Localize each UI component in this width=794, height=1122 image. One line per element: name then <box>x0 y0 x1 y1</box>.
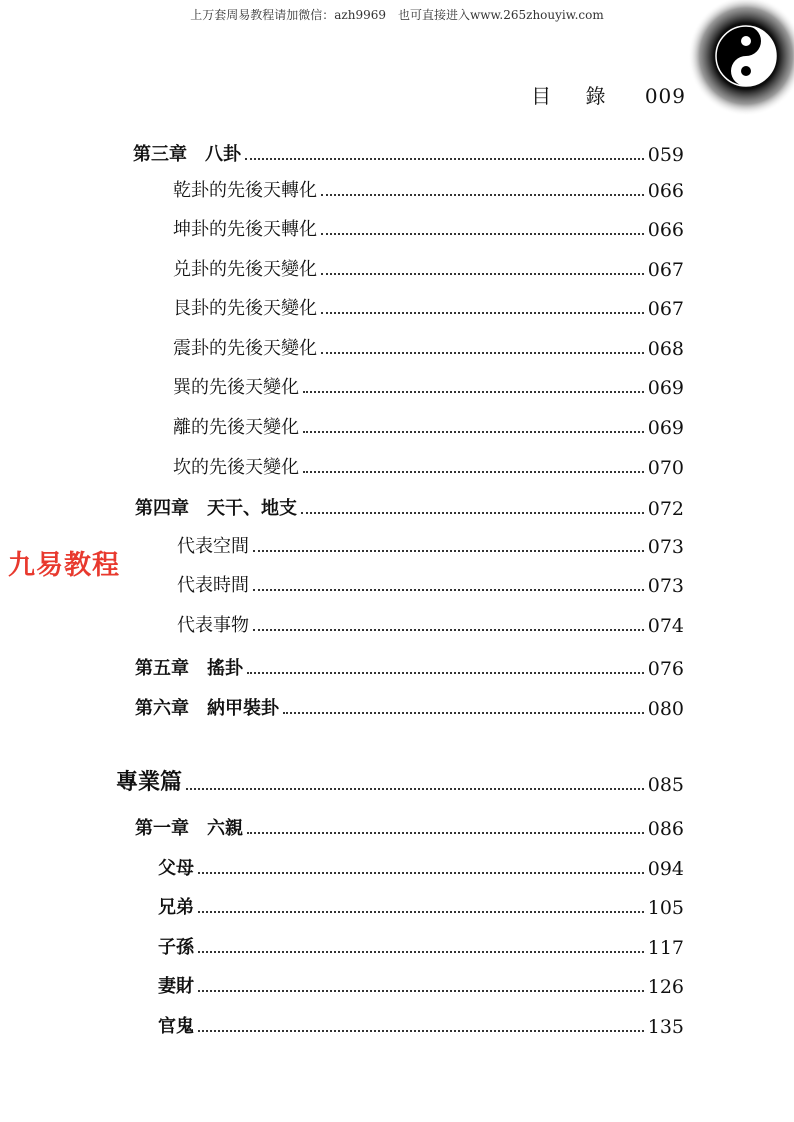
toc-entry[interactable] <box>173 211 684 241</box>
dot-leader <box>247 672 644 674</box>
toc-entry-label: 專業篇 <box>116 769 183 795</box>
toc-entry-label: 震卦的先後天變化 <box>173 338 317 359</box>
toc-page-number: 094 <box>647 858 684 880</box>
dot-leader <box>198 990 644 992</box>
toc-page-number: 105 <box>647 897 684 919</box>
toc-entry-label: 坤卦的先後天轉化 <box>173 219 317 240</box>
toc-entry-chapter-1[interactable] <box>135 810 684 840</box>
toc-page-number: 086 <box>647 818 684 840</box>
dot-leader <box>283 712 644 714</box>
toc-entry[interactable] <box>173 330 684 360</box>
dot-leader <box>198 911 644 913</box>
toc-entry-label: 坎的先後天變化 <box>173 457 299 478</box>
toc-entry[interactable] <box>173 172 684 202</box>
toc-page-number: 072 <box>647 498 684 520</box>
toc-entry-label: 第五章 搖卦 <box>135 658 243 679</box>
toc-entry[interactable] <box>177 567 684 597</box>
toc-entry-label: 父母 <box>158 858 194 879</box>
toc-entry-label: 第六章 納甲裝卦 <box>135 698 279 719</box>
dot-leader <box>186 788 644 790</box>
toc-page-number: 073 <box>647 536 684 558</box>
toc-entry-label: 代表空間 <box>177 536 249 557</box>
toc-page-number: 068 <box>647 338 684 360</box>
dot-leader <box>321 312 644 314</box>
toc-entry-label: 第一章 六親 <box>135 818 243 839</box>
toc-page-number: 117 <box>647 937 684 959</box>
toc-entry-label: 妻財 <box>158 976 194 997</box>
toc-entry[interactable] <box>173 409 684 439</box>
toc-page-number: 076 <box>647 658 684 680</box>
dot-leader <box>198 872 644 874</box>
toc-page-number: 085 <box>647 774 684 796</box>
dot-leader <box>245 158 644 160</box>
toc-page-number: 066 <box>647 219 684 241</box>
toc-page-number: 135 <box>647 1016 684 1038</box>
watermark-text: 上万套周易教程请加微信：azh9969 也可直接进入www.265zhouyiw.com <box>190 8 604 22</box>
toc-entry-label: 子孫 <box>158 937 194 958</box>
toc-entry-label: 離的先後天變化 <box>173 417 299 438</box>
header-page-number: 009 <box>644 84 686 108</box>
dot-leader <box>253 589 644 591</box>
page-header <box>531 80 686 109</box>
toc-entry-part[interactable] <box>116 766 684 796</box>
toc-entry[interactable] <box>158 850 684 880</box>
toc-entry[interactable] <box>173 449 684 479</box>
dot-leader <box>321 273 644 275</box>
toc-entry[interactable] <box>158 889 684 919</box>
toc-entry[interactable] <box>173 251 684 281</box>
toc-entry-label: 兄弟 <box>158 897 194 918</box>
dot-leader <box>198 951 644 953</box>
dot-leader <box>303 431 644 433</box>
dot-leader <box>303 471 644 473</box>
toc-page-number: 059 <box>647 144 684 166</box>
toc-entry[interactable] <box>158 1008 684 1038</box>
toc-page-number: 069 <box>647 417 684 439</box>
dot-leader <box>321 352 644 354</box>
toc-entry-label: 代表時間 <box>177 575 249 596</box>
toc-entry[interactable] <box>173 290 684 320</box>
toc-page-number: 073 <box>647 575 684 597</box>
toc-page-number: 069 <box>647 377 684 399</box>
toc-entry-label: 官鬼 <box>158 1016 194 1037</box>
dot-leader <box>303 391 644 393</box>
toc-page-number: 067 <box>647 298 684 320</box>
toc-entry-chapter-4[interactable] <box>135 490 684 520</box>
dot-leader <box>198 1030 644 1032</box>
yin-yang-icon <box>684 0 794 120</box>
dot-leader <box>301 512 644 514</box>
toc-entry[interactable] <box>177 607 684 637</box>
toc-entry[interactable] <box>158 968 684 998</box>
toc-entry-chapter-3[interactable] <box>133 136 684 166</box>
side-stamp: 九易教程 <box>8 550 120 581</box>
header-title: 目 錄 <box>531 84 620 108</box>
toc-page-number: 070 <box>647 457 684 479</box>
toc-entry-label: 巽的先後天變化 <box>173 377 299 398</box>
toc-entry[interactable] <box>173 369 684 399</box>
toc-entry-label: 艮卦的先後天變化 <box>173 298 317 319</box>
toc-page-number: 080 <box>647 698 684 720</box>
toc-page-number: 066 <box>647 180 684 202</box>
toc-page-number: 126 <box>647 976 684 998</box>
toc-entry[interactable] <box>177 528 684 558</box>
toc-entry-label: 第三章 八卦 <box>133 144 241 165</box>
dot-leader <box>321 233 644 235</box>
dot-leader <box>253 550 644 552</box>
toc-entry-chapter-6[interactable] <box>135 690 684 720</box>
toc-entry-label: 代表事物 <box>177 615 249 636</box>
toc-entry[interactable] <box>158 929 684 959</box>
toc-entry-label: 第四章 天干、地支 <box>135 498 297 519</box>
toc-page-number: 067 <box>647 259 684 281</box>
dot-leader <box>247 832 644 834</box>
toc-entry-label: 兑卦的先後天變化 <box>173 259 317 280</box>
dot-leader <box>253 629 644 631</box>
toc-page-number: 074 <box>647 615 684 637</box>
toc-entry-chapter-5[interactable] <box>135 650 684 680</box>
toc-entry-label: 乾卦的先後天轉化 <box>173 180 317 201</box>
dot-leader <box>321 194 644 196</box>
